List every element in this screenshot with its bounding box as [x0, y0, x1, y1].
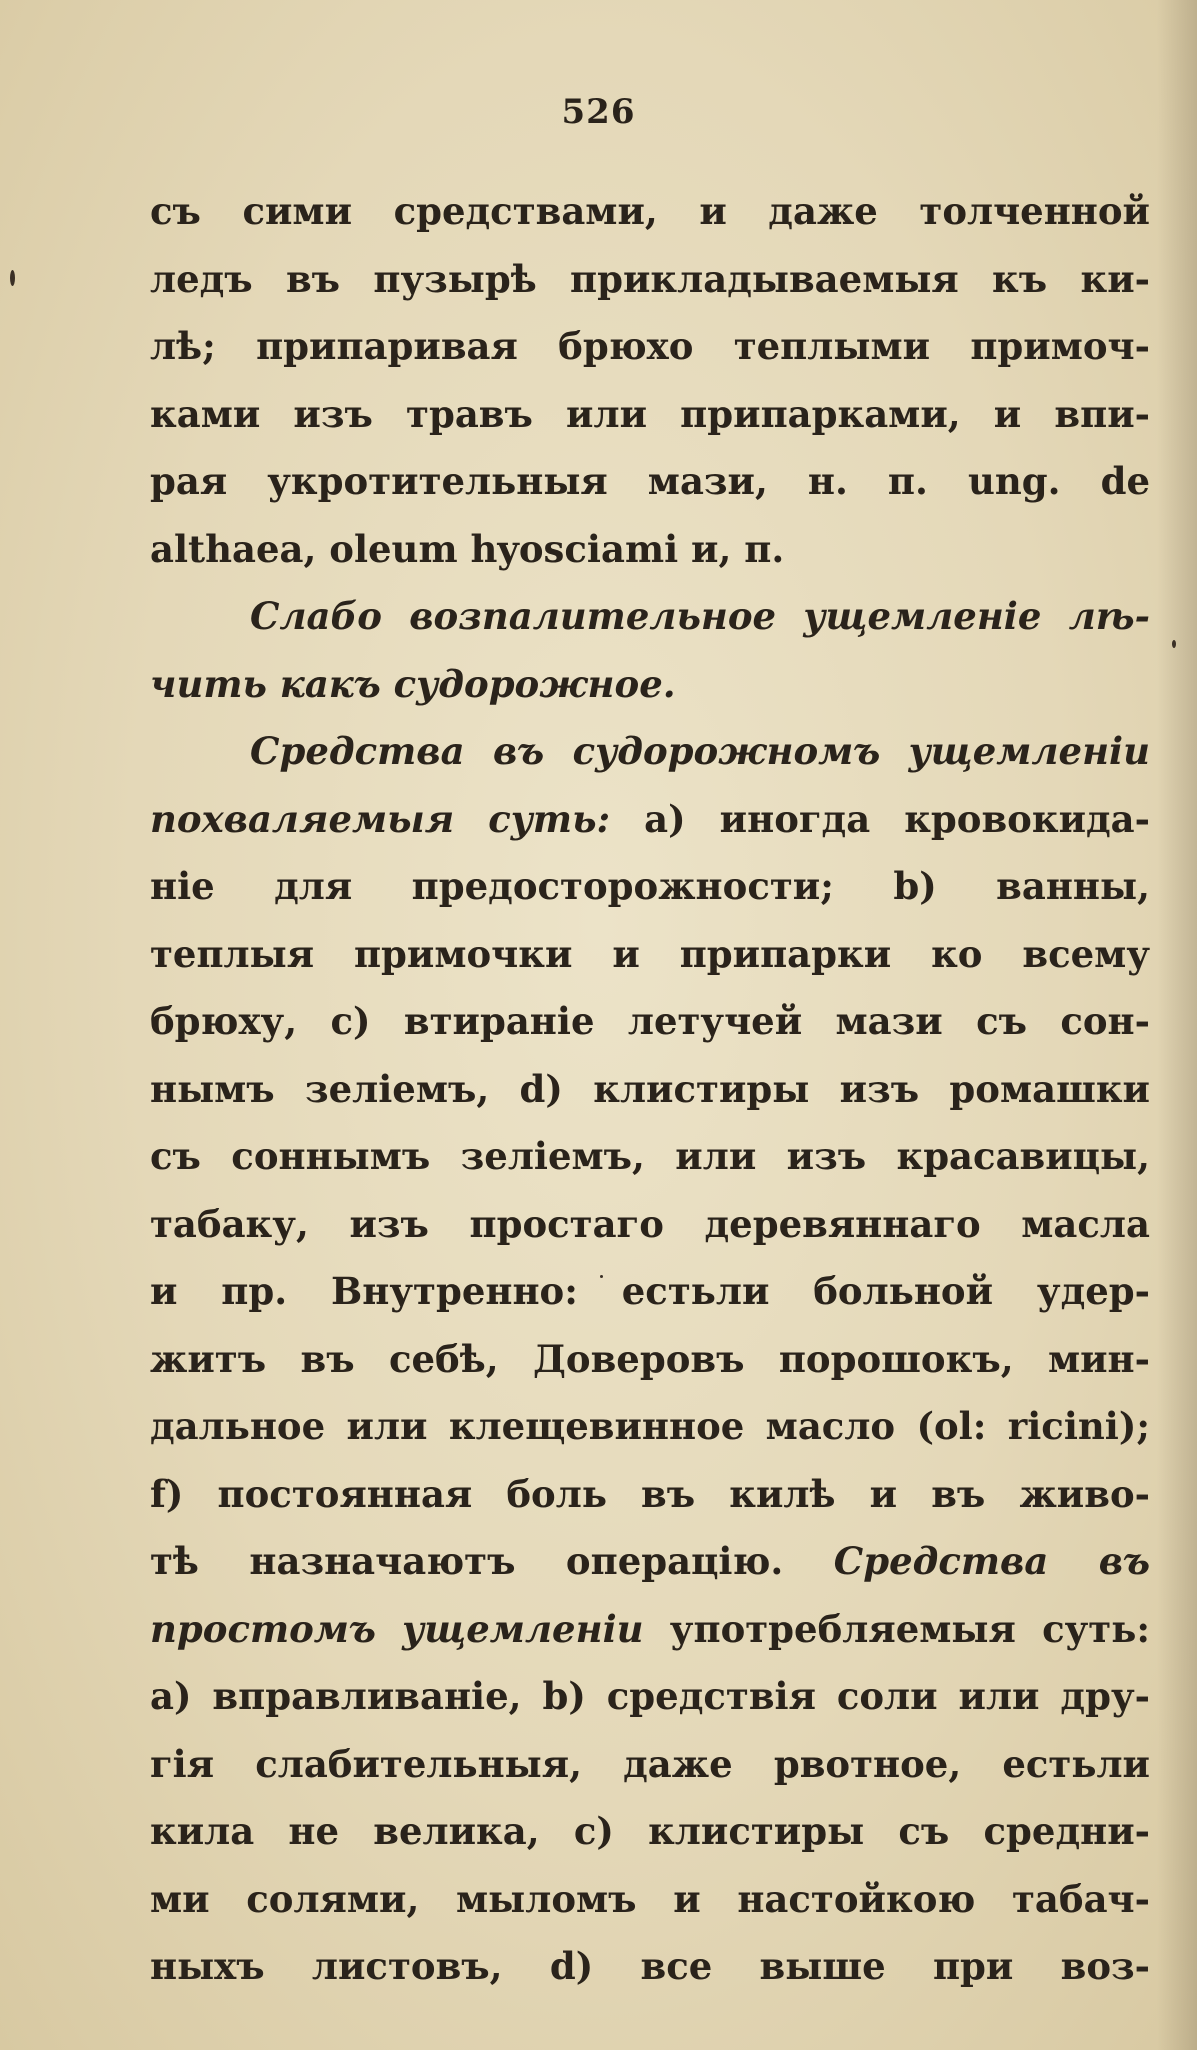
- text-segment: а) вправливаніе, b) средствія соли или дру-: [150, 1674, 1150, 1718]
- text-segment: лѣ; припаривая брюхо теплыми примоч-: [150, 324, 1150, 368]
- text-line: [150, 313, 1150, 381]
- text-line: [150, 178, 1150, 246]
- text-segment: теплыя примочки и припарки ко всему: [150, 931, 1150, 976]
- text-segment: дальное или клещевинное масло (ol: ricini);: [150, 1404, 1150, 1448]
- text-segment: табаку, изъ простаго деревяннаго масла: [150, 1201, 1150, 1246]
- text-line: [150, 448, 1150, 516]
- text-segment: гія слабительныя, даже рвотное, естьли: [150, 1741, 1150, 1786]
- text-line: [150, 921, 1150, 989]
- page-number: 526: [561, 92, 636, 132]
- text-line: [150, 853, 1150, 921]
- text-line: [150, 1596, 1150, 1664]
- text-segment: нымъ зеліемъ, d) клистиры изъ ромашки: [150, 1066, 1150, 1111]
- italic-text-segment: Средства въ: [833, 1539, 1150, 1583]
- text-segment: съ соннымъ зеліемъ, или изъ красавицы,: [150, 1134, 1150, 1178]
- text-line: [150, 1798, 1150, 1866]
- italic-text-segment: простомъ ущемленіи: [150, 1606, 644, 1651]
- text-segment: и пр. Внутренно: естьли больной удер-: [150, 1269, 1150, 1313]
- text-line: [150, 1528, 1150, 1596]
- text-segment: рая укротительныя мази, н. п. ung. de: [150, 459, 1150, 503]
- text-line: [150, 786, 1150, 854]
- text-segment: ніе для предосторожности; b) ванны,: [150, 864, 1150, 908]
- text-line: [150, 583, 1150, 651]
- paper-speck: [1172, 640, 1176, 648]
- text-segment: тѣ назначаютъ операцію.: [150, 1539, 834, 1583]
- text-line: [150, 988, 1150, 1056]
- italic-text-segment: Слабо возпалительное ущемленіе лѣ-: [250, 594, 1150, 638]
- text-segment: f) постоянная боль въ килѣ и въ живо-: [150, 1471, 1150, 1516]
- text-line: [150, 1123, 1150, 1191]
- italic-text-segment: Средства въ судорожномъ ущемленіи: [250, 729, 1150, 773]
- text-line: [150, 381, 1150, 449]
- text-line: [150, 1731, 1150, 1799]
- paper-speck: [10, 270, 15, 286]
- text-line: [150, 516, 1150, 584]
- text-segment: а) иногда кровокида-: [610, 796, 1151, 841]
- text-segment: ками изъ травъ или припарками, и впи-: [150, 391, 1150, 436]
- text-line: [150, 651, 1150, 719]
- text-segment: съ сими средствами, и даже толченной: [150, 189, 1150, 233]
- text-line: [150, 1056, 1150, 1124]
- body-text: [150, 178, 1150, 2001]
- text-line: [150, 1393, 1150, 1461]
- text-line: [150, 1461, 1150, 1529]
- text-line: [150, 718, 1150, 786]
- text-segment: брюху, с) втираніе летучей мази съ сон-: [150, 999, 1150, 1043]
- text-line: [150, 1933, 1150, 2001]
- text-line: [150, 246, 1150, 314]
- text-segment: кила не велика, с) клистиры съ средни-: [150, 1809, 1150, 1853]
- text-segment: ныхъ листовъ, d) все выше при воз-: [150, 1944, 1150, 1988]
- text-line: [150, 1663, 1150, 1731]
- text-line: [150, 1258, 1150, 1326]
- text-segment: ми солями, мыломъ и настойкою табач-: [150, 1876, 1150, 1921]
- text-segment: житъ въ себѣ, Доверовъ порошокъ, мин-: [150, 1336, 1150, 1381]
- text-segment: althaea, oleum hyosciami и, п.: [150, 526, 785, 571]
- text-segment: употребляемыя суть:: [643, 1606, 1150, 1651]
- page-edge-shadow: [1157, 0, 1197, 2050]
- text-line: [150, 1326, 1150, 1394]
- italic-text-segment: похваляемыя суть:: [150, 796, 611, 841]
- text-line: [150, 1191, 1150, 1259]
- text-line: [150, 1866, 1150, 1934]
- italic-text-segment: чить какъ судорожное.: [150, 661, 676, 706]
- text-segment: ледъ въ пузырѣ прикладываемыя къ ки-: [150, 256, 1150, 301]
